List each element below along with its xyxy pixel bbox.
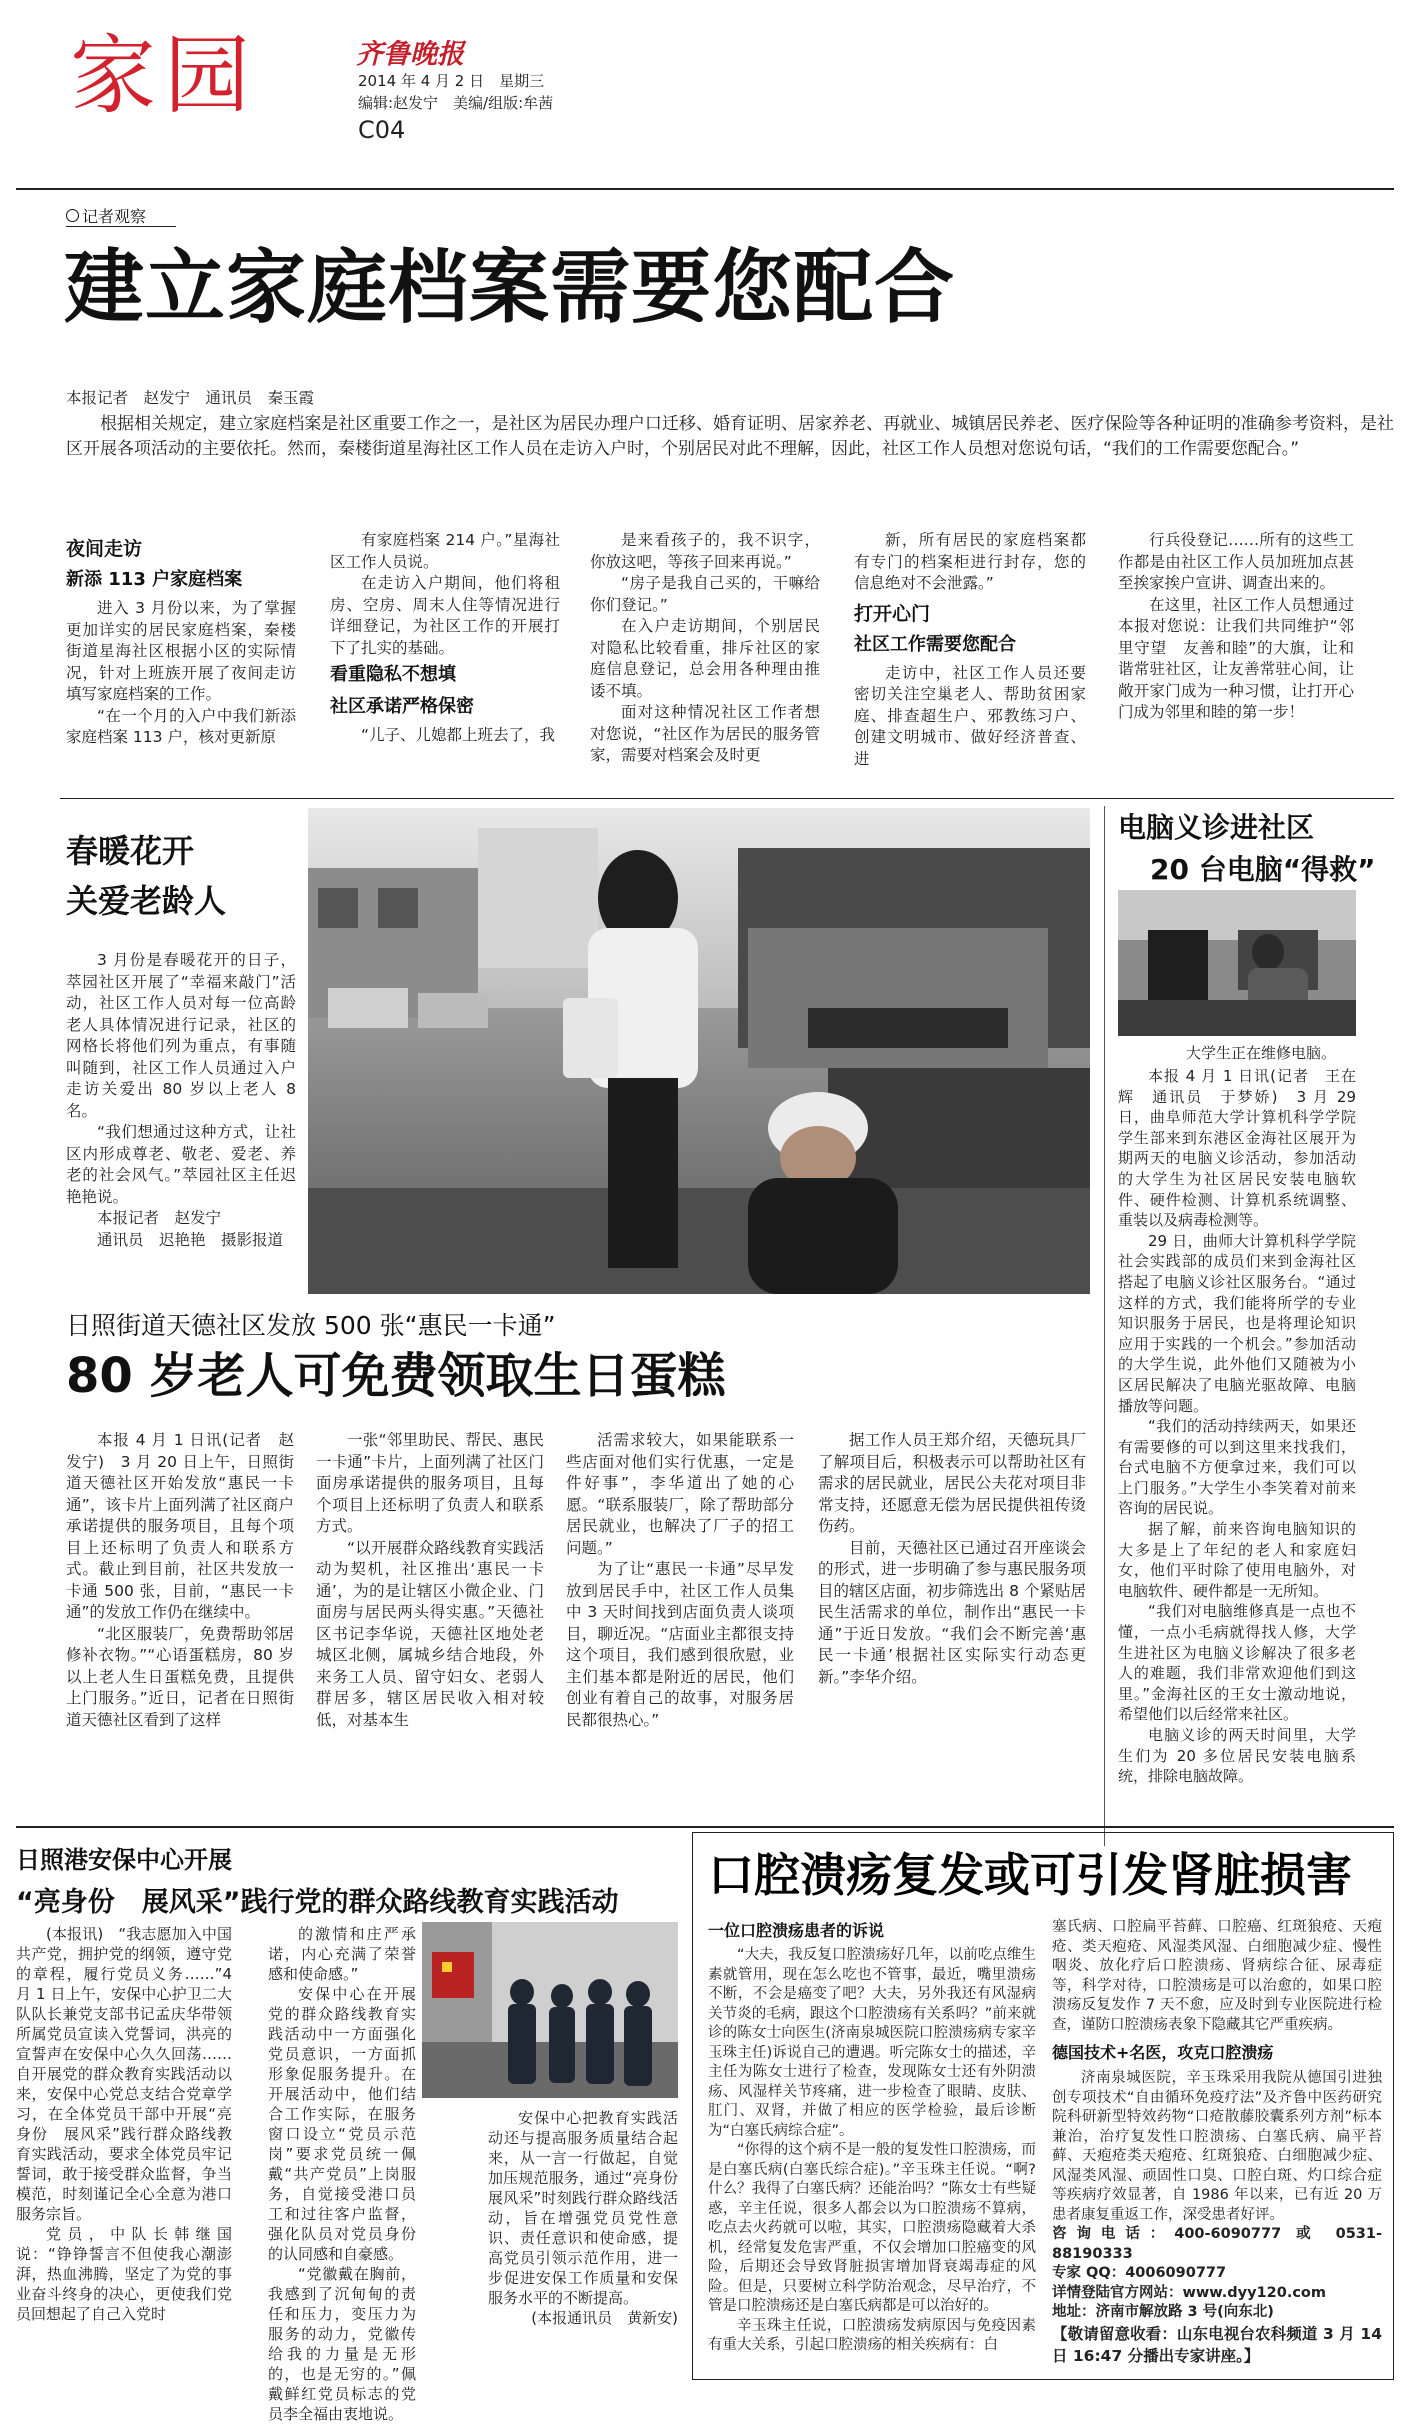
lead-col-1: [66, 530, 296, 749]
paragraph: 目前，天德社区已通过召开座谈会的形式，进一步明确了参与惠民服务项目的辖区店面，初步筛选出 8 个紧贴居民生活需求的单位，制作出“惠民一卡通”于近日发放。“我们会不断完善‘惠民一卡通’根据社区实际实行动态更新。”李华介绍。: [818, 1538, 1086, 1686]
ad-phone: 咨询电话：400-6090777 或 0531-88190333: [1052, 2226, 1382, 2262]
paragraph: 塞氏病、口腔扁平苔藓、口腔癌、红斑狼疮、天疱疮、类天疱疮、风湿类风湿、白细胞减少症、慢性咽炎、放化疗后口腔溃疡、肾病综合征、尿毒症等，科学对待，口腔溃疡是可以治愈的，如果口腔溃疡反复发作 7 天不愈，应及时到专业医院进行检查，谨防口腔溃疡表象下隐藏其它严重疾病。: [1052, 1919, 1382, 2033]
paragraph: 安保中心在开展党的群众路线教育实践活动中一方面强化党员意识，一方面抓形象促服务提升。在开展活动中，他们结合工作实际，在服务窗口设立“党员示范岗”要求党员统一佩戴“共产党员”上岗服务，自觉接受港口员工和过往客户监督，强化队员对党员身份的认同感和自豪感。: [268, 1985, 416, 2263]
tag-text: 记者观察: [82, 207, 147, 226]
computer-article: [1118, 1066, 1356, 1787]
paragraph: “我们的活动持续两天，如果还有需要修的可以到这里来找我们，台式电脑不方便拿过来，我们可以上门服务。”大学生小李笑着对前来咨询的居民说。: [1118, 1417, 1356, 1518]
cake-col-4: [818, 1430, 1086, 1688]
ad-col-1: [708, 1918, 1036, 2356]
circle-icon: [66, 209, 79, 222]
paragraph: “儿子、儿媳都上班去了，我: [361, 726, 556, 744]
port-col-1: [16, 1924, 232, 2324]
paragraph: 走访中，社区工作人员还要密切关注空巢老人、帮助贫困家庭、排查超生户、邪教练习户、创建文明城市、做好经济普查、进: [854, 663, 1086, 768]
spring-byline-1: 本报记者 赵发宁: [97, 1209, 222, 1227]
ad-headline: 口腔溃疡复发或可引发肾脏损害: [708, 1848, 1352, 1902]
lead-intro-text: 根据相关规定，建立家庭档案是社区重要工作之一，是社区为居民办理户口迁移、婚育证明、居家养老、再就业、城镇居民养老、医疗保险等各种证明的准确参考资料，是社区开展各项活动的主要依托。然而，秦楼街道星海社区工作人员在走访入户时，个别居民对此不理解，因此，社区工作人员想对您说句话，“我们的工作需要您配合。”: [66, 414, 1394, 459]
ad-address: 地址：济南市解放路 3 号(向东北): [1052, 2304, 1274, 2320]
paragraph: 进入 3 月份以来，为了掌握更加详实的居民家庭档案，秦楼街道星海社区根据小区的实际情况，针对上班族开展了夜间走访填写家庭档案的工作。: [66, 599, 296, 703]
paragraph: 电脑义诊的两天时间里，大学生们为 20 多位居民安装电脑系统，排除电脑故障。: [1118, 1726, 1356, 1786]
date-text: 2014 年 4 月 2 日: [358, 72, 485, 90]
port-headline: “亮身份 展风采”践行党的群众路线教育实践活动: [16, 1887, 619, 1918]
paragraph: 本报 4 月 1 日讯(记者 赵发宁) 3 月 20 日上午，日照街道天德社区开始发放“惠民一卡通”，该卡片上面列满了社区商户承诺提供的服务项目，且每个项目上还标明了负责人和联系方式。截止到目前，社区共发放一卡通 500 张，目前，“惠民一卡通”的发放工作仍在继续中。: [66, 1431, 294, 1621]
paragraph: 新，所有居民的家庭档案都有专门的档案柜进行封存，您的信息绝对不会泄露。”: [854, 531, 1086, 592]
paragraph: “你得的这个病不是一般的复发性口腔溃疡，而是白塞氏病(白塞氏综合症)。”辛玉珠主任说。“啊?什么？我得了白塞氏病？还能治吗？”陈女士有些疑惑，辛主任说，很多人都会以为口腔溃疡不算病，吃点去火药就可以啦，其实，口腔溃疡隐藏着大杀机，经常复发危害严重，不仅会增加口腔癌变的风险，后期还会导致肾脏损害增加肾衰竭毒症的风险。但是，只要树立科学防治观念，尽早治疗，不管是口腔溃疡还是白塞氏病都是可以治好的。: [708, 2142, 1036, 2314]
photo-illustration: [1118, 890, 1356, 1036]
lead-col-3: [590, 530, 820, 767]
photo-illustration: [422, 1922, 678, 2098]
ad-subhead-2: 德国技术+名医，攻克口腔溃疡: [1052, 2043, 1274, 2062]
cake-col-3: [566, 1430, 794, 1731]
subhead-privacy: 看重隐私不想填: [330, 664, 456, 685]
cake-headline: 80 岁老人可免费领取生日蛋糕: [66, 1348, 726, 1404]
port-subtitle: 日照港安保中心开展: [16, 1846, 232, 1874]
paragraph: “党徽戴在胸前，我感到了沉甸甸的责任和压力，变压力为服务的动力，党徽传给我的力量是无形的，也是无穷的。”佩戴鲜红党员标志的党员李全福由衷地说。: [268, 2265, 416, 2423]
ad-qq: 专家 QQ：4006090777: [1052, 2265, 1227, 2281]
paragraph: 党员，中队长韩继国说：“铮铮誓言不但使我心潮澎湃，热血沸腾，坚定了为党的事业奋斗终身的决心，更使我们党员回想起了自己入党时: [16, 2225, 232, 2323]
subhead-113-files: 新添 113 户家庭档案: [66, 569, 243, 590]
cake-subtitle: 日照街道天德社区发放 500 张“惠民一卡通”: [66, 1311, 556, 1340]
cake-col-1: [66, 1430, 294, 1731]
lead-intro: [66, 412, 1394, 462]
paragraph: 在走访入户期间，他们将租房、空房、周末人住等情况进行详细登记，为社区工作的开展打下了扎实的基础。: [330, 574, 560, 657]
paragraph: “我们对电脑维修真是一点也不懂，一点小毛病就得找人修，大学生进社区为电脑义诊解决了很多老人的难题，我们非常欢迎他们到这里。”金海社区的王女士激动地说，希望他们以后经常来社区。: [1118, 1602, 1356, 1724]
spring-title-2: 关爱老龄人: [66, 882, 227, 920]
cake-col-2: [316, 1430, 544, 1731]
subhead-cooperate: 社区工作需要您配合: [854, 633, 1016, 655]
paragraph: 活需求较大，如果能联系一些店面对他们实行优惠，一定是件好事”，李华道出了她的心愿。“联系服装厂，除了帮助部分居民就业，也解决了厂子的招工问题。”: [566, 1431, 794, 1557]
ad-col-2: [1052, 1918, 1382, 2367]
paragraph: “在一个月的入户中我们新添家庭档案 113 户，核对更新原: [66, 706, 296, 746]
section-divider: [60, 798, 1394, 799]
ad-website: 详情登陆官方网站：www.dyy120.com: [1052, 2284, 1326, 2301]
paragraph: “北区服装厂，免费帮助邻居修补衣物。”“心语蛋糕房，80 岁以上老人生日蛋糕免费，且提供上门服务。”近日，记者在日照街道天德社区看到了这样: [66, 1624, 294, 1729]
paragraph: 本报 4 月 1 日讯(记者 王在辉 通讯员 于梦娇) 3 月 29 日，曲阜师范大学计算机科学学院学生部来到东港区金海社区展开为期两天的电脑义诊活动，参加活动的大学生为社区居民安装电脑软件、硬件检测、计算机系统调整、重装以及病毒检测等。: [1118, 1067, 1356, 1230]
paragraph: “大夫，我反复口腔溃疡好几年，以前吃点维生素就管用，现在怎么吃也不管事，最近，嘴里溃疡不断，不会是癌变了吧？大夫，另外我还有风湿病关节炎的毛病，跟这个口腔溃疡有关系吗？”前来就诊的陈女士向医生(济南泉城医院口腔溃疡病专家辛玉珠主任)诉说自己的遭遇。听完陈女士的描述，辛主任为陈女士进行了检查，发现陈女士还有外阴溃疡、风湿样关节疼痛，进一步检查了眼睛、皮肤、肛门、双肾，并做了相应的医学检验，最后诊断为“白塞氏病综合症”。: [708, 1947, 1036, 2139]
paragraph: 据了解，前来咨询电脑知识的大多是上了年纪的老人和家庭妇女，他们平时除了使用电脑外，对电脑软件、硬件都是一无所知。: [1118, 1520, 1356, 1600]
computer-title-1: 电脑义诊进社区: [1118, 811, 1315, 844]
spring-photo: [308, 808, 1090, 1294]
port-col-2: [268, 1924, 416, 2424]
subhead-confidential: 社区承诺严格保密: [330, 696, 474, 717]
paragraph: 的激情和庄严承诺，内心充满了荣誉感和使命感。”: [268, 1925, 416, 1983]
computer-photo: [1118, 890, 1356, 1036]
spring-byline-2: 通讯员 迟艳艳 摄影报道: [97, 1230, 284, 1249]
paragraph: 行兵役登记……所有的这些工作都是由社区工作人员加班加点甚至挨家挨户宣讲、调查出来的。: [1118, 531, 1354, 592]
paragraph: 在入户走访期间，个别居民对隐私比较看重，排斥社区的家庭信息登记，总会用各种理由推诿不填。: [590, 617, 820, 700]
paragraph: 辛玉珠主任说，口腔溃疡发病原因与免疫因素有重大关系，引起口腔溃疡的相关疾病有：白: [708, 2317, 1036, 2353]
lead-headline: 建立家庭档案需要您配合: [64, 241, 955, 334]
port-photo: [422, 1922, 678, 2098]
subhead-open-heart: 打开心门: [854, 602, 931, 625]
paragraph: 29 日，曲师大计算机科学学院社会实践部的成员们来到金海社区搭起了电脑义诊社区服务台。“通过这样的方式，我们能将所学的专业知识服务于居民，也是将理论知识应用于实践的一个机会。”参加活动的大学生说，此外他们又随被为小区居民解决了电脑光驱故障、电脑播放等问题。: [1118, 1231, 1356, 1415]
section-divider: [16, 1826, 1394, 1828]
lead-byline: 本报记者 赵发宁 通讯员 秦玉霞: [66, 389, 315, 407]
paragraph: 3 月份是春暖花开的日子，萃园社区开展了“幸福来敲门”活动，社区工作人员对每一位高龄老人具体情况进行记录，社区的网格长将他们列为重点，有事随叫随到，社区工作人员通过入户走访关爱出 80 岁以上老人 8 名。: [66, 951, 296, 1120]
paragraph: 一张“邻里助民、帮民、惠民一卡通”卡片，上面列满了社区门面房承诺提供的服务项目，且每个项目上还标明了负责人和联系方式。: [316, 1431, 544, 1535]
paragraph: 面对这种情况社区工作者想对您说，“社区作为居民的服务管家，需要对档案会及时更: [590, 703, 820, 764]
ad-subhead-1: 一位口腔溃疡患者的诉说: [708, 1921, 885, 1940]
paragraph: 安保中心把教育实践活动还与提高服务质量结合起来，从一言一行做起，自觉加压规范服务，通过“亮身份展风采”时刻践行群众路线活动，旨在增强党员党性意识、责任意识和使命感，提高党员引领示范作用，进一步促进安保工作质量和安保服务水平的不断提高。: [488, 2109, 678, 2307]
page-number: C04: [358, 116, 406, 144]
paragraph: 是来看孩子的，我不识字，你放这吧，等孩子回来再说。”: [590, 531, 820, 571]
paragraph: 在这里，社区工作人员想通过本报对您说：让我们共同维护“邻里守望 友善和睦”的大旗，让和谐常驻社区，让友善常驻心间，让敞开家门成为一种习惯，让打开心门成为邻里和睦的第一步！: [1118, 595, 1354, 721]
computer-title-2: 20 台电脑“得救”: [1150, 853, 1376, 886]
port-col-3: [488, 2108, 678, 2328]
weekday-text: 星期三: [499, 72, 545, 90]
observer-tag: [66, 204, 146, 227]
paragraph: 有家庭档案 214 户。”星海社区工作人员说。: [330, 531, 560, 571]
paragraph: 为了让“惠民一卡通”尽早发放到居民手中，社区工作人员集中 3 天时间找到店面负责人谈项目，聊近况。“店面业主都很支持这个项目，我们感到很欣慰，业主们基本都是附近的居民，他们创业有着自己的故事，对服务居民都很热心。”: [566, 1560, 794, 1729]
subhead-night-visit: 夜间走访: [66, 538, 143, 560]
photo-illustration: [308, 808, 1090, 1294]
tag-underline: [66, 226, 176, 227]
paragraph: “以开展群众路线教育实践活动为契机，社区推出‘惠民一卡通’，为的是让辖区小微企业、门面房与居民两头得实惠。”天德社区书记李华说，天德社区地处老城区北侧，属城乡结合地段，外来务工人员、留守妇女、老弱人群居多，辖区居民收入相对较低，对基本生: [316, 1538, 544, 1729]
lead-col-4: [854, 530, 1086, 770]
paragraph: 济南泉城医院，辛玉珠采用我院从德国引进独创专项技术“自由循环免疫疗法”及齐鲁中医药研究院科研新型特效药物“口疮散藤胶囊系列方剂”标本兼治，治疗复发性口腔溃疡、白塞氏病、扁平苔藓、天疱疮类天疱疮、红斑狼疮、白细胞减少症、风湿类风湿、顽固性口臭、口腔白斑、灼口综合症等疾病疗效显著，自 1986 年以来，已有近 20 万患者康复重返工作，深受患者好评。: [1052, 2070, 1382, 2223]
section-title: 家园: [70, 26, 258, 126]
port-byline: (本报通讯员 黄新安): [531, 2309, 678, 2327]
lead-col-2: [330, 530, 560, 747]
ad-tv-notice: 【敬请留意收看：山东电视台农科频道 3 月 14 日 16:47 分播出专家讲座。】: [1052, 2324, 1382, 2365]
lead-col-5: [1118, 530, 1354, 724]
issue-date: [358, 70, 544, 91]
paragraph: “我们想通过这种方式，让社区内形成尊老、敬老、爱老、养老的社会风气。”萃园社区主任迟艳艳说。: [66, 1123, 296, 1206]
newspaper-logo: 齐鲁晚报: [356, 39, 464, 70]
paragraph: (本报讯) “我志愿加入中国共产党，拥护党的纲领，遵守党的章程，履行党员义务……”4 月 1 日上午，安保中心护卫二大队队长兼党支部书记孟庆华带领所属党员宣读入党誓词，洪亮的宣誓声在安保中心久久回荡……自开展党的群众教育实践活动以来，安保中心党总支结合党章学习，在全体党员干部中开展“亮身份 展风采”践行群众路线教育实践活动，要求全体党员牢记誓词，敢于接受群众监督，争当模范，时刻谨记全心全意为港口服务宗旨。: [16, 1925, 232, 2223]
paragraph: “房子是我自己买的，干嘛给你们登记。”: [590, 574, 820, 614]
computer-caption: 大学生正在维修电脑。: [1186, 1044, 1337, 1062]
masthead-rule: [16, 188, 1394, 190]
column-rule: [1104, 806, 1105, 1846]
spring-title-1: 春暖花开: [66, 832, 195, 870]
editor-line: 编辑:赵发宁 美编/组版:牟茜: [358, 94, 554, 112]
spring-article: [66, 950, 296, 1251]
paragraph: 据工作人员王郑介绍，天德玩具厂了解项目后，积极表示可以帮助社区有需求的居民就业，居民公夫花对项目非常支持，还愿意无偿为居民提供祖传烫伤药。: [818, 1431, 1086, 1535]
